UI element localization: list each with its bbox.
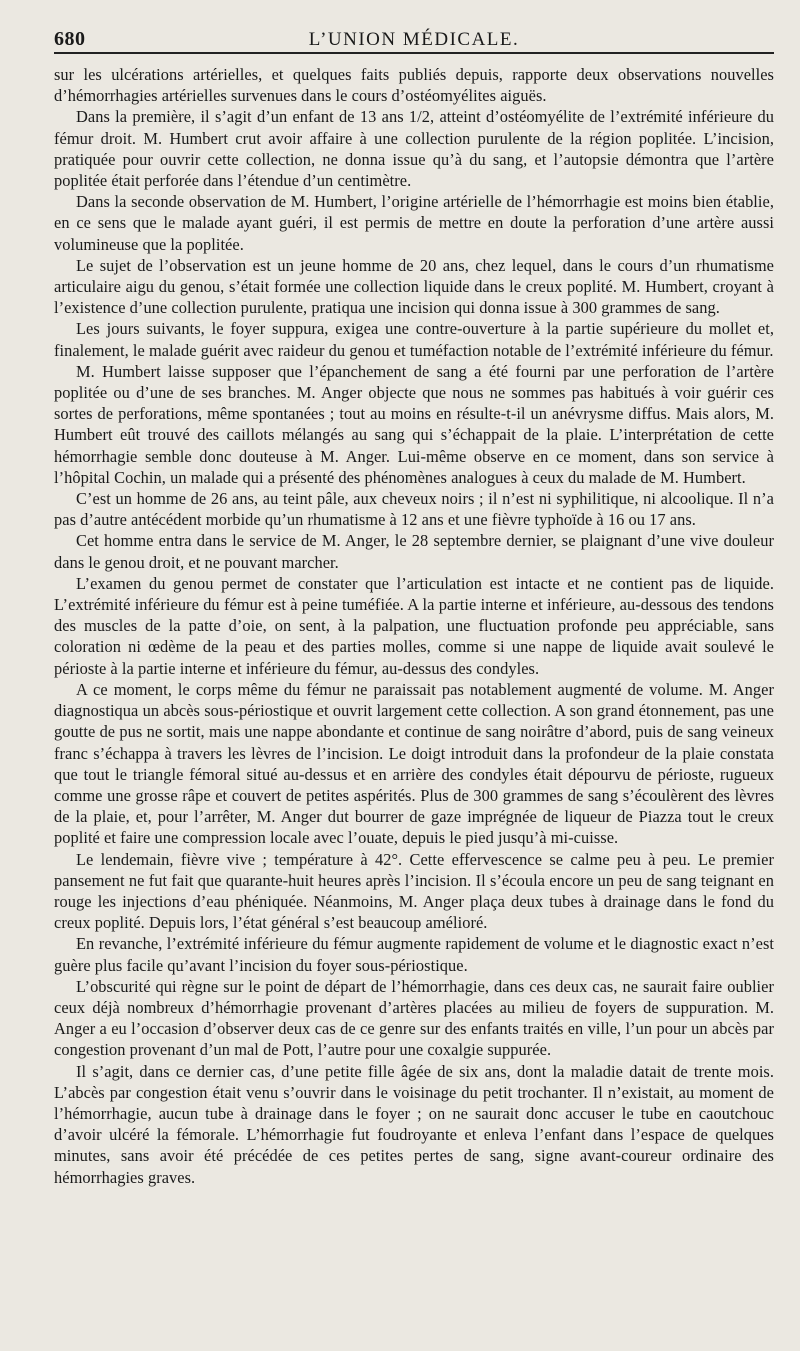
paragraph: Il s’agit, dans ce dernier cas, d’une petite fille âgée de six ans, dont la maladie datait de trente mois. L’abcès par congestion était venu s’ouvrir dans le voisinage du petit trochanter. Il n’existait, au moment de l’hémorrhagie, aucun tube à drainage dans le foyer ; on ne saurait donc accuser le tube en caoutchouc d’avoir ulcéré la fémorale. L’hémorrhagie fut foudroyante et enleva l’enfant dans l’espace de quelques minutes, sans avoir été précédée de ces petites pertes de sang, signe avant-coureur ordinaire des hémorrhagies graves.	[54, 1061, 774, 1187]
page-number: 680	[54, 28, 86, 50]
paragraph: C’est un homme de 26 ans, au teint pâle, aux cheveux noirs ; il n’est ni syphilitique, ni alcoolique. Il n’a pas d’autre antécédent morbide qu’un rhumatisme à 12 ans et une fièvre typhoïde à 16 ou 17 ans.	[54, 489, 774, 530]
article-body	[54, 64, 774, 1188]
running-head	[54, 16, 774, 54]
journal-title: L’UNION MÉDICALE.	[308, 29, 520, 50]
paragraph: Cet homme entra dans le service de M. Anger, le 28 septembre dernier, se plaignant d’une vive douleur dans le genou droit, et ne pouvant marcher.	[54, 531, 774, 572]
paragraph: Le sujet de l’observation est un jeune homme de 20 ans, chez lequel, dans le cours d’un rhumatisme articulaire aigu du genou, s’était formée une collection liquide dans le creux poplité. M. Humbert, croyant à l’existence d’une collection purulente, pratiqua une incision qui donna issue à 300 grammes de sang.	[54, 255, 774, 318]
paragraph: M. Humbert laisse supposer que l’épanchement de sang a été fourni par une perforation de l’artère poplitée ou d’une de ses branches. M. Anger objecte que nous ne sommes pas habitués à voir guérir ces sortes de perforations, même spontanées ; tout au moins en résulte-t-il un anévrysme diffus. Mais alors, M. Humbert eût trouvé des caillots mélangés au sang qui s’échappait de la plaie. L’interprétation de cette hémorrhagie semble donc douteuse à M. Anger. Lui-même observe en ce moment, dans son service à l’hôpital Cochin, un malade qui a présenté des phénomènes analogues à ceux du malade de M. Humbert.	[54, 361, 774, 487]
paragraph: L’obscurité qui règne sur le point de départ de l’hémorrhagie, dans ces deux cas, ne saurait faire oublier ceux déjà nombreux d’hémorrhagie provenant d’artères placées au milieu de foyers de suppuration. M. Anger a eu l’occasion d’observer deux cas de ce genre sur des enfants traités en ville, l’un pour un abcès par congestion provenant d’un mal de Pott, l’autre pour une coxalgie suppurée.	[54, 976, 774, 1060]
paragraph: Les jours suivants, le foyer suppura, exigea une contre-ouverture à la partie supérieure du mollet et, finalement, le malade guérit avec raideur du genou et tuméfaction notable de l’extrémité inférieure du fémur.	[54, 319, 774, 360]
paragraph: Dans la seconde observation de M. Humbert, l’origine artérielle de l’hémorrhagie est moins bien établie, en ce sens que le malade ayant guéri, il est permis de mettre en doute la perforation d’une artère aussi volumineuse que la poplitée.	[54, 192, 774, 254]
paragraph: En revanche, l’extrémité inférieure du fémur augmente rapidement de volume et le diagnostic exact n’est guère plus facile qu’avant l’incision du foyer sous-périostique.	[54, 934, 774, 975]
paragraph: Le lendemain, fièvre vive ; température à 42°. Cette effervescence se calme peu à peu. Le premier pansement ne fut fait que quarante-huit heures après l’incision. Il s’écoula encore un peu de sang teignant en rouge les injections d’eau phéniquée. Néanmoins, M. Anger plaça deux tubes à drainage dans le fond du creux poplité. Depuis lors, l’état général s’est beaucoup amélioré.	[54, 849, 774, 933]
paragraph: L’examen du genou permet de constater que l’articulation est intacte et ne contient pas de liquide. L’extrémité inférieure du fémur est à peine tuméfiée. A la partie interne et inférieure, au-dessous des tendons des muscles de la patte d’oie, on sent, à la palpation, une fluctuation profonde peu appréciable, sans coloration ni œdème de la peau et des parties molles, comme si une nappe de liquide avait soulevé le périoste à la partie interne et inférieure du fémur, au-dessus des condyles.	[54, 573, 774, 678]
paragraph: Dans la première, il s’agit d’un enfant de 13 ans 1/2, atteint d’ostéomyélite de l’extrémité inférieure du fémur droit. M. Humbert crut avoir affaire à une collection purulente de la région poplitée. L’incision, pratiquée pour ouvrir cette collection, ne donna issue qu’à du sang, et l’autopsie démontra que l’artère poplitée était perforée dans l’étendue d’un centimètre.	[54, 107, 774, 191]
paragraph: sur les ulcérations artérielles, et quelques faits publiés depuis, rapporte deux observations nouvelles d’hémorrhagies artérielles survenues dans le cours d’ostéomyélites aiguës.	[54, 65, 774, 106]
paragraph: A ce moment, le corps même du fémur ne paraissait pas notablement augmenté de volume. M. Anger diagnostiqua un abcès sous-périostique et ouvrit largement cette collection. A son grand étonnement, pas une goutte de pus ne sortit, mais une nappe abondante et continue de sang noirâtre d’abord, puis de sang veineux franc s’échappa à travers les lèvres de l’incision. Le doigt introduit dans la profondeur de la plaie constata que tout le triangle fémoral situé au-dessus et en arrière des condyles était dépourvu de périoste, rugueux comme une grosse râpe et couvert de petites aspérités. Plus de 300 grammes de sang s’écoulèrent des lèvres de la plaie, et, pour l’arrêter, M. Anger dut bourrer de gaze imprégnée de liqueur de Piazza tout le creux poplité et faire une compression locale avec l’ouate, depuis le pied jusqu’à mi-cuisse.	[54, 679, 774, 848]
